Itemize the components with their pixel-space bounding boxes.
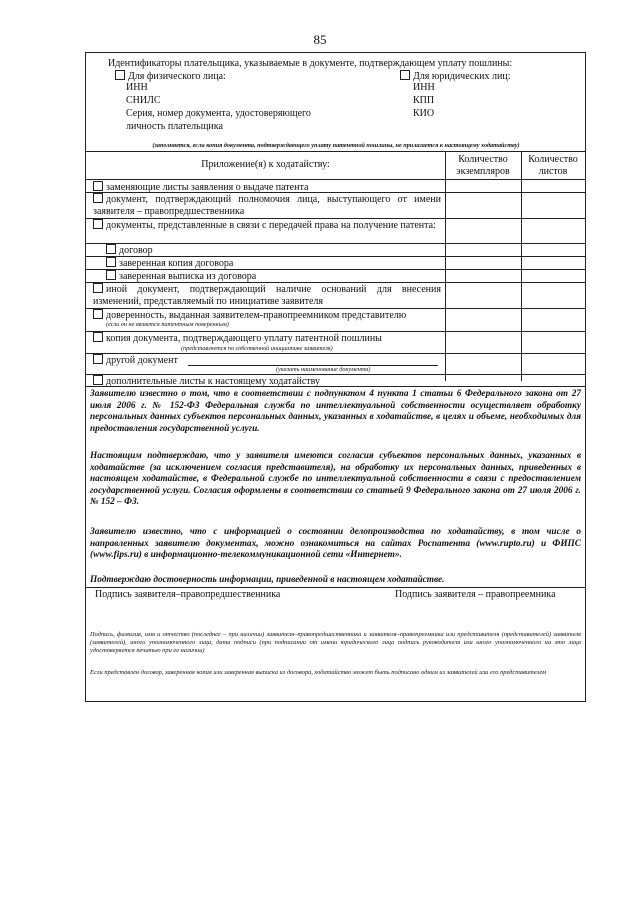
attachment-checkbox[interactable]	[93, 332, 103, 342]
attachment-label: иной документ, подтверждающий наличие оснований для внесения изменений, представляемый по инициативе заявителя	[93, 284, 441, 307]
fee-document-note: (представляется по собственной инициативе заявителя)	[181, 345, 333, 352]
legal-label: Для юридических лиц:	[413, 71, 511, 82]
individual-snils: СНИЛС	[126, 95, 161, 106]
attachment-row-other-basis[interactable]	[93, 283, 441, 308]
attachment-label: доверенность, выданная заявителем-правопреемником представителю	[106, 310, 407, 321]
accuracy-confirmation: Подтверждаю достоверность информации, приведенной в настоящем ходатайстве.	[90, 575, 445, 585]
individual-label: Для физического лица:	[128, 71, 226, 82]
case-status-information-paragraph: Заявителю известно, что с информацией о состоянии делопроизводства по ходатайству, в том числе о направленных заявителю документах, можно ознакомиться на сайтах Роспатента (www.rupto.ru) и ФИПС (www.fips.ru) в информационно-телекоммуникационной сети «Интернет».	[90, 527, 581, 561]
attachment-checkbox[interactable]	[93, 354, 103, 364]
attachment-checkbox[interactable]	[93, 309, 103, 319]
sheets-column-header: Количество листов	[528, 154, 578, 177]
attachment-row-authority-document[interactable]	[93, 193, 441, 218]
attachment-checkbox[interactable]	[106, 257, 116, 267]
attachment-label: документы, представленные в связи с передачей права на получение патента:	[106, 220, 436, 231]
attachment-label: договор	[119, 245, 153, 256]
attachment-checkbox[interactable]	[106, 270, 116, 280]
contract-signature-footnote: Если представлен договор, заверенная копия или заверенная выписка из договора, ходатайство может быть подписано одним из заявителей или его представителем	[90, 669, 547, 676]
legal-kio: КИО	[413, 108, 435, 119]
attachment-row-transfer-documents[interactable]	[93, 219, 441, 232]
predecessor-signature-label: Подпись заявителя–правопредшественника	[95, 589, 281, 600]
attachments-header: Приложение(я) к ходатайству:	[201, 159, 330, 170]
payer-heading: Идентификаторы плательщика, указываемые в документе, подтверждающем уплату пошлины:	[108, 58, 513, 69]
successor-signature-label: Подпись заявителя – правопреемника	[395, 589, 556, 600]
consent-confirmation-paragraph: Настоящим подтверждаю, что у заявителя имеются согласия субъектов персональных данных, указанных в ходатайстве (за исключением согласия представителя), на обработку их персональных данных, приведенных в настоящем ходатайстве, в Федеральной службе по интеллектуальной собственности в связи с предоставлением государственной услуги. Согласия оформлены в соответствии со статьей 9 Федерального закона от 27 июля 2006 г. № 152 – ФЗ.	[90, 451, 581, 508]
individual-id-document: Серия, номер документа, удостоверяющего	[126, 108, 311, 119]
payer-note: (заполняется, если копия документа, подтверждающего уплату патентной пошлины, не прилагается к настоящему ходатайству)	[152, 142, 520, 149]
attachment-label: другой документ	[106, 355, 178, 366]
personal-data-processing-paragraph: Заявителю известно о том, что в соответствии с подпунктом 4 пункта 1 статьи 6 Федерального закона от 27 июля 2006 г. № 152-ФЗ Федеральная служба по интеллектуальной собственности осуществляет обработку персональных данных субъектов персональных данных, указанных в ходатайстве, в целях и объеме, необходимых для предоставления государственной услуги.	[90, 389, 581, 434]
other-document-note: (указать наименование документа)	[276, 366, 371, 373]
attachment-label: заменяющие листы заявления о выдаче патента	[106, 182, 309, 193]
signature-footnote: Подпись, фамилия, имя и отчество (последнее – при наличии) заявителя–правопредшественника и заявителя–правопреемника или представителя (представителей) заявителя (заявителей), иного уполномоченного лица, дата подписи (при подписании от имени юридического лица подпись руководителя или иного уполномоченного на это лица удостоверяется печатью при ее наличии)	[90, 631, 581, 655]
attachment-label: заверенная копия договора	[119, 258, 234, 269]
attachment-label: дополнительные листы к настоящему ходатайству	[106, 376, 321, 387]
attachment-checkbox[interactable]	[106, 244, 116, 254]
attachment-label: заверенная выписка из договора	[119, 271, 257, 282]
legal-kpp: КПП	[413, 95, 435, 106]
attachment-label: копия документа, подтверждающего уплату патентной пошлины	[106, 333, 382, 344]
attachment-checkbox[interactable]	[93, 283, 103, 293]
attachment-checkbox[interactable]	[93, 181, 103, 191]
application-form	[85, 52, 586, 702]
copies-column-header: Количество экземпляров	[456, 154, 510, 177]
attachment-checkbox[interactable]	[93, 375, 103, 385]
attachment-row-fee-document[interactable]	[93, 332, 441, 345]
attachment-checkbox[interactable]	[93, 193, 103, 203]
page-number: 85	[313, 32, 327, 47]
legal-checkbox[interactable]	[400, 70, 410, 80]
legal-inn: ИНН	[413, 82, 435, 93]
power-of-attorney-note: (если он не является патентным поверенным)	[106, 321, 229, 328]
individual-checkbox[interactable]	[115, 70, 125, 80]
attachment-checkbox[interactable]	[93, 219, 103, 229]
individual-inn: ИНН	[126, 82, 148, 93]
individual-id-document-2: личность плательщика	[126, 121, 223, 132]
attachment-label: документ, подтверждающий полномочия лица, выступающего от имени заявителя – правопредшественника	[93, 194, 441, 217]
